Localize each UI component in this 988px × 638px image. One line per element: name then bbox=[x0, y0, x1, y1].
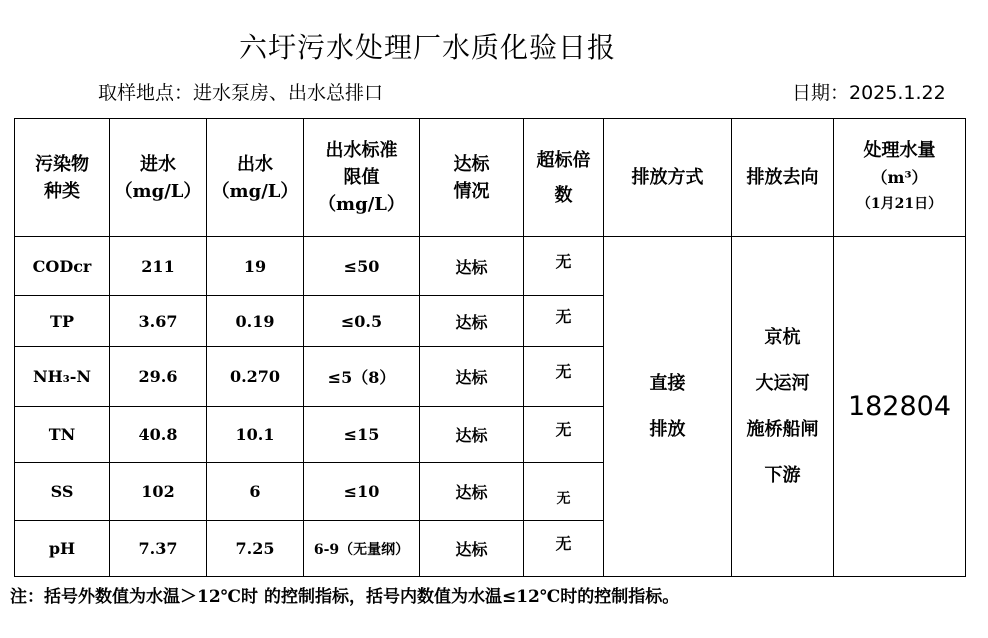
header-volume bbox=[834, 119, 966, 237]
inflow-cell: 29.6 bbox=[110, 347, 207, 407]
outflow-cell: 0.19 bbox=[207, 296, 304, 347]
status-cell: 达标 bbox=[420, 521, 524, 577]
limit-cell: ≤0.5 bbox=[304, 296, 420, 347]
header-exceed-line1: 超标倍 bbox=[536, 149, 591, 171]
header-status: 达标 情况 bbox=[420, 119, 524, 237]
exceed-cell bbox=[524, 521, 604, 577]
pollutant-cell: SS bbox=[15, 463, 110, 521]
status-cell: 达标 bbox=[420, 296, 524, 347]
exceed-value: 无 bbox=[555, 306, 572, 326]
discharge-dest-cell: 京杭 大运河 施桥船闸 下游 bbox=[732, 237, 834, 577]
exceed-cell bbox=[524, 237, 604, 296]
status-cell: 达标 bbox=[420, 237, 524, 296]
header-volume-line1: 处理水量 bbox=[863, 140, 936, 161]
status-cell: 达标 bbox=[420, 407, 524, 463]
limit-cell: ≤50 bbox=[304, 237, 420, 296]
pollutant-cell: pH bbox=[15, 521, 110, 577]
limit-cell: ≤5（8） bbox=[304, 347, 420, 407]
exceed-value: 无 bbox=[555, 251, 572, 271]
report-date: 日期：2025.1.22 bbox=[792, 82, 946, 104]
header-limit: 出水标准 限值 （mg/L） bbox=[304, 119, 420, 237]
limit-cell: 6-9（无量纲） bbox=[304, 521, 420, 577]
pollutant-cell: CODcr bbox=[15, 237, 110, 296]
exceed-value: 无 bbox=[556, 490, 571, 507]
header-exceed bbox=[524, 119, 604, 237]
header-exceed-line2: 数 bbox=[554, 184, 573, 206]
exceed-value: 无 bbox=[555, 534, 572, 553]
header-volume-line3: （1月21日） bbox=[856, 196, 943, 212]
header-volume-line2: （m³） bbox=[871, 168, 928, 187]
discharge-method-cell: 直接 排放 bbox=[604, 237, 732, 577]
outflow-cell: 10.1 bbox=[207, 407, 304, 463]
header-discharge-method: 排放方式 bbox=[604, 119, 732, 237]
table-row bbox=[15, 237, 966, 296]
report-title: 六圩污水处理厂水质化验日报 bbox=[238, 31, 616, 64]
limit-cell: ≤10 bbox=[304, 463, 420, 521]
sampling-location: 取样地点：进水泵房、出水总排口 bbox=[98, 82, 384, 104]
header-outflow: 出水 （mg/L） bbox=[207, 119, 304, 237]
outflow-cell: 0.270 bbox=[207, 347, 304, 407]
exceed-cell bbox=[524, 296, 604, 347]
outflow-cell: 19 bbox=[207, 237, 304, 296]
exceed-cell bbox=[524, 347, 604, 407]
volume-cell: 182804 bbox=[834, 237, 966, 577]
header-inflow: 进水 （mg/L） bbox=[110, 119, 207, 237]
exceed-value: 无 bbox=[555, 420, 572, 439]
outflow-cell: 7.25 bbox=[207, 521, 304, 577]
inflow-cell: 40.8 bbox=[110, 407, 207, 463]
pollutant-cell: NH₃-N bbox=[15, 347, 110, 407]
water-quality-table bbox=[14, 118, 966, 577]
exceed-cell bbox=[524, 463, 604, 521]
pollutant-cell: TN bbox=[15, 407, 110, 463]
header-discharge-dest: 排放去向 bbox=[732, 119, 834, 237]
inflow-cell: 3.67 bbox=[110, 296, 207, 347]
pollutant-cell: TP bbox=[15, 296, 110, 347]
inflow-cell: 102 bbox=[110, 463, 207, 521]
outflow-cell: 6 bbox=[207, 463, 304, 521]
exceed-value: 无 bbox=[555, 362, 572, 381]
header-row bbox=[15, 119, 966, 237]
footnote: 注：括号外数值为水温＞12℃时 的控制指标，括号内数值为水温≤12℃时的控制指标。 bbox=[10, 587, 680, 607]
inflow-cell: 7.37 bbox=[110, 521, 207, 577]
inflow-cell: 211 bbox=[110, 237, 207, 296]
header-pollutant: 污染物 种类 bbox=[15, 119, 110, 237]
exceed-cell bbox=[524, 407, 604, 463]
limit-cell: ≤15 bbox=[304, 407, 420, 463]
status-cell: 达标 bbox=[420, 347, 524, 407]
status-cell: 达标 bbox=[420, 463, 524, 521]
